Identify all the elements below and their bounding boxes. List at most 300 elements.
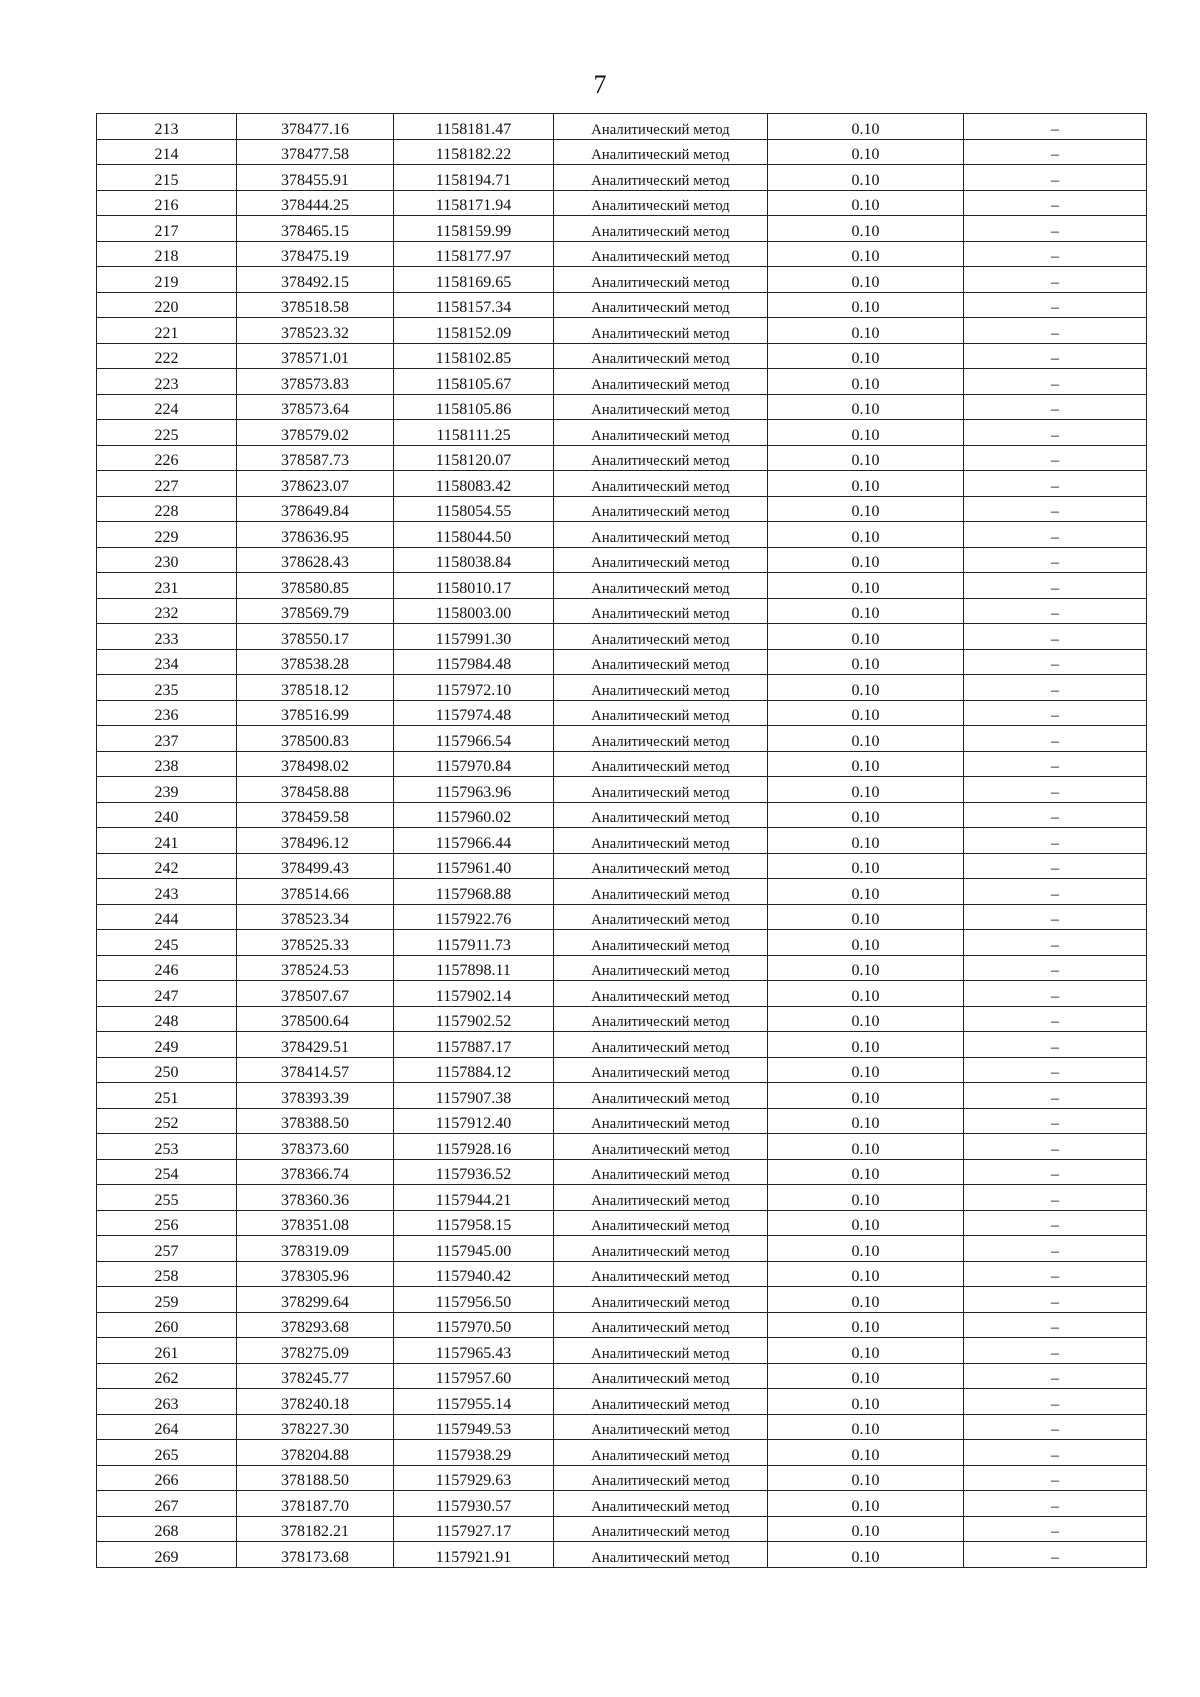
- table-row: [97, 267, 1147, 293]
- method-cell: Аналитический метод: [554, 955, 768, 981]
- x-coordinate-cell: 378516.99: [237, 700, 394, 726]
- table-row: [97, 1440, 1147, 1466]
- point-number-cell: 233: [97, 624, 237, 650]
- point-number-cell: 253: [97, 1134, 237, 1160]
- method-cell: Аналитический метод: [554, 1414, 768, 1440]
- accuracy-cell: 0.10: [768, 1440, 964, 1466]
- accuracy-cell: 0.10: [768, 1236, 964, 1262]
- y-coordinate-cell: 1157927.17: [394, 1516, 554, 1542]
- method-cell: Аналитический метод: [554, 879, 768, 905]
- point-number-cell: 242: [97, 853, 237, 879]
- method-cell: Аналитический метод: [554, 981, 768, 1007]
- method-cell: Аналитический метод: [554, 1108, 768, 1134]
- accuracy-cell: 0.10: [768, 1057, 964, 1083]
- x-coordinate-cell: 378366.74: [237, 1159, 394, 1185]
- point-number-cell: 251: [97, 1083, 237, 1109]
- note-cell: –: [964, 1389, 1147, 1415]
- note-cell: –: [964, 1312, 1147, 1338]
- accuracy-cell: 0.10: [768, 930, 964, 956]
- method-cell: Аналитический метод: [554, 114, 768, 140]
- method-cell: Аналитический метод: [554, 1287, 768, 1313]
- y-coordinate-cell: 1157974.48: [394, 700, 554, 726]
- y-coordinate-cell: 1158105.67: [394, 369, 554, 395]
- point-number-cell: 258: [97, 1261, 237, 1287]
- x-coordinate-cell: 378500.64: [237, 1006, 394, 1032]
- method-cell: Аналитический метод: [554, 369, 768, 395]
- method-cell: Аналитический метод: [554, 1542, 768, 1568]
- note-cell: –: [964, 1338, 1147, 1364]
- note-cell: –: [964, 190, 1147, 216]
- accuracy-cell: 0.10: [768, 1134, 964, 1160]
- point-number-cell: 267: [97, 1491, 237, 1517]
- point-number-cell: 218: [97, 241, 237, 267]
- x-coordinate-cell: 378299.64: [237, 1287, 394, 1313]
- accuracy-cell: 0.10: [768, 1083, 964, 1109]
- method-cell: Аналитический метод: [554, 1261, 768, 1287]
- table-row: [97, 1389, 1147, 1415]
- x-coordinate-cell: 378477.16: [237, 114, 394, 140]
- point-number-cell: 248: [97, 1006, 237, 1032]
- y-coordinate-cell: 1157955.14: [394, 1389, 554, 1415]
- note-cell: –: [964, 1287, 1147, 1313]
- note-cell: –: [964, 1108, 1147, 1134]
- x-coordinate-cell: 378388.50: [237, 1108, 394, 1134]
- method-cell: Аналитический метод: [554, 139, 768, 165]
- accuracy-cell: 0.10: [768, 241, 964, 267]
- note-cell: –: [964, 1542, 1147, 1568]
- method-cell: Аналитический метод: [554, 420, 768, 446]
- method-cell: Аналитический метод: [554, 930, 768, 956]
- point-number-cell: 213: [97, 114, 237, 140]
- note-cell: –: [964, 1414, 1147, 1440]
- accuracy-cell: 0.10: [768, 955, 964, 981]
- method-cell: Аналитический метод: [554, 318, 768, 344]
- accuracy-cell: 0.10: [768, 1542, 964, 1568]
- table-row: [97, 573, 1147, 599]
- x-coordinate-cell: 378569.79: [237, 598, 394, 624]
- method-cell: Аналитический метод: [554, 573, 768, 599]
- accuracy-cell: 0.10: [768, 853, 964, 879]
- point-number-cell: 256: [97, 1210, 237, 1236]
- point-number-cell: 215: [97, 165, 237, 191]
- x-coordinate-cell: 378628.43: [237, 547, 394, 573]
- point-number-cell: 243: [97, 879, 237, 905]
- method-cell: Аналитический метод: [554, 853, 768, 879]
- note-cell: –: [964, 879, 1147, 905]
- method-cell: Аналитический метод: [554, 216, 768, 242]
- point-number-cell: 269: [97, 1542, 237, 1568]
- method-cell: Аналитический метод: [554, 726, 768, 752]
- table-row: [97, 853, 1147, 879]
- x-coordinate-cell: 378518.12: [237, 675, 394, 701]
- point-number-cell: 264: [97, 1414, 237, 1440]
- note-cell: –: [964, 420, 1147, 446]
- x-coordinate-cell: 378492.15: [237, 267, 394, 293]
- table-row: [97, 1414, 1147, 1440]
- accuracy-cell: 0.10: [768, 675, 964, 701]
- table-row: [97, 1516, 1147, 1542]
- note-cell: –: [964, 751, 1147, 777]
- method-cell: Аналитический метод: [554, 904, 768, 930]
- table-row: [97, 1363, 1147, 1389]
- note-cell: –: [964, 1363, 1147, 1389]
- note-cell: –: [964, 114, 1147, 140]
- x-coordinate-cell: 378293.68: [237, 1312, 394, 1338]
- x-coordinate-cell: 378507.67: [237, 981, 394, 1007]
- point-number-cell: 226: [97, 445, 237, 471]
- y-coordinate-cell: 1157912.40: [394, 1108, 554, 1134]
- accuracy-cell: 0.10: [768, 1210, 964, 1236]
- accuracy-cell: 0.10: [768, 292, 964, 318]
- point-number-cell: 263: [97, 1389, 237, 1415]
- method-cell: Аналитический метод: [554, 1083, 768, 1109]
- accuracy-cell: 0.10: [768, 1414, 964, 1440]
- x-coordinate-cell: 378319.09: [237, 1236, 394, 1262]
- table-row: [97, 598, 1147, 624]
- y-coordinate-cell: 1157960.02: [394, 802, 554, 828]
- y-coordinate-cell: 1158120.07: [394, 445, 554, 471]
- y-coordinate-cell: 1158038.84: [394, 547, 554, 573]
- table-row: [97, 802, 1147, 828]
- method-cell: Аналитический метод: [554, 1032, 768, 1058]
- note-cell: –: [964, 1032, 1147, 1058]
- y-coordinate-cell: 1158157.34: [394, 292, 554, 318]
- y-coordinate-cell: 1157957.60: [394, 1363, 554, 1389]
- point-number-cell: 236: [97, 700, 237, 726]
- point-number-cell: 245: [97, 930, 237, 956]
- point-number-cell: 221: [97, 318, 237, 344]
- point-number-cell: 244: [97, 904, 237, 930]
- x-coordinate-cell: 378245.77: [237, 1363, 394, 1389]
- y-coordinate-cell: 1157970.50: [394, 1312, 554, 1338]
- note-cell: –: [964, 700, 1147, 726]
- y-coordinate-cell: 1158003.00: [394, 598, 554, 624]
- y-coordinate-cell: 1157940.42: [394, 1261, 554, 1287]
- y-coordinate-cell: 1157930.57: [394, 1491, 554, 1517]
- y-coordinate-cell: 1157968.88: [394, 879, 554, 905]
- method-cell: Аналитический метод: [554, 700, 768, 726]
- method-cell: Аналитический метод: [554, 598, 768, 624]
- note-cell: –: [964, 1491, 1147, 1517]
- note-cell: –: [964, 777, 1147, 803]
- point-number-cell: 230: [97, 547, 237, 573]
- point-number-cell: 262: [97, 1363, 237, 1389]
- x-coordinate-cell: 378465.15: [237, 216, 394, 242]
- method-cell: Аналитический метод: [554, 394, 768, 420]
- note-cell: –: [964, 496, 1147, 522]
- x-coordinate-cell: 378587.73: [237, 445, 394, 471]
- x-coordinate-cell: 378475.19: [237, 241, 394, 267]
- method-cell: Аналитический метод: [554, 496, 768, 522]
- note-cell: –: [964, 267, 1147, 293]
- accuracy-cell: 0.10: [768, 904, 964, 930]
- x-coordinate-cell: 378579.02: [237, 420, 394, 446]
- x-coordinate-cell: 378173.68: [237, 1542, 394, 1568]
- method-cell: Аналитический метод: [554, 292, 768, 318]
- x-coordinate-cell: 378182.21: [237, 1516, 394, 1542]
- accuracy-cell: 0.10: [768, 445, 964, 471]
- accuracy-cell: 0.10: [768, 777, 964, 803]
- y-coordinate-cell: 1158102.85: [394, 343, 554, 369]
- accuracy-cell: 0.10: [768, 598, 964, 624]
- method-cell: Аналитический метод: [554, 547, 768, 573]
- point-number-cell: 255: [97, 1185, 237, 1211]
- table-row: [97, 981, 1147, 1007]
- table-row: [97, 649, 1147, 675]
- accuracy-cell: 0.10: [768, 369, 964, 395]
- note-cell: –: [964, 1465, 1147, 1491]
- x-coordinate-cell: 378525.33: [237, 930, 394, 956]
- y-coordinate-cell: 1157929.63: [394, 1465, 554, 1491]
- y-coordinate-cell: 1157970.84: [394, 751, 554, 777]
- x-coordinate-cell: 378275.09: [237, 1338, 394, 1364]
- x-coordinate-cell: 378636.95: [237, 522, 394, 548]
- table-row: [97, 904, 1147, 930]
- accuracy-cell: 0.10: [768, 751, 964, 777]
- x-coordinate-cell: 378240.18: [237, 1389, 394, 1415]
- note-cell: –: [964, 726, 1147, 752]
- x-coordinate-cell: 378649.84: [237, 496, 394, 522]
- x-coordinate-cell: 378360.36: [237, 1185, 394, 1211]
- point-number-cell: 224: [97, 394, 237, 420]
- method-cell: Аналитический метод: [554, 624, 768, 650]
- x-coordinate-cell: 378227.30: [237, 1414, 394, 1440]
- accuracy-cell: 0.10: [768, 1516, 964, 1542]
- method-cell: Аналитический метод: [554, 1185, 768, 1211]
- accuracy-cell: 0.10: [768, 828, 964, 854]
- accuracy-cell: 0.10: [768, 879, 964, 905]
- note-cell: –: [964, 904, 1147, 930]
- note-cell: –: [964, 1516, 1147, 1542]
- point-number-cell: 241: [97, 828, 237, 854]
- y-coordinate-cell: 1158010.17: [394, 573, 554, 599]
- method-cell: Аналитический метод: [554, 1465, 768, 1491]
- accuracy-cell: 0.10: [768, 343, 964, 369]
- accuracy-cell: 0.10: [768, 1363, 964, 1389]
- point-number-cell: 237: [97, 726, 237, 752]
- table-row: [97, 1185, 1147, 1211]
- table-row: [97, 1338, 1147, 1364]
- note-cell: –: [964, 471, 1147, 497]
- x-coordinate-cell: 378580.85: [237, 573, 394, 599]
- method-cell: Аналитический метод: [554, 522, 768, 548]
- coordinates-table-body: [97, 114, 1147, 1568]
- table-row: [97, 1236, 1147, 1262]
- method-cell: Аналитический метод: [554, 649, 768, 675]
- point-number-cell: 232: [97, 598, 237, 624]
- x-coordinate-cell: 378351.08: [237, 1210, 394, 1236]
- table-row: [97, 420, 1147, 446]
- y-coordinate-cell: 1157898.11: [394, 955, 554, 981]
- table-row: [97, 445, 1147, 471]
- note-cell: –: [964, 139, 1147, 165]
- x-coordinate-cell: 378477.58: [237, 139, 394, 165]
- note-cell: –: [964, 981, 1147, 1007]
- y-coordinate-cell: 1158152.09: [394, 318, 554, 344]
- note-cell: –: [964, 1236, 1147, 1262]
- y-coordinate-cell: 1157902.14: [394, 981, 554, 1007]
- note-cell: –: [964, 828, 1147, 854]
- note-cell: –: [964, 1057, 1147, 1083]
- accuracy-cell: 0.10: [768, 522, 964, 548]
- y-coordinate-cell: 1157938.29: [394, 1440, 554, 1466]
- method-cell: Аналитический метод: [554, 1440, 768, 1466]
- y-coordinate-cell: 1157958.15: [394, 1210, 554, 1236]
- point-number-cell: 231: [97, 573, 237, 599]
- y-coordinate-cell: 1157966.44: [394, 828, 554, 854]
- note-cell: –: [964, 573, 1147, 599]
- method-cell: Аналитический метод: [554, 1516, 768, 1542]
- method-cell: Аналитический метод: [554, 802, 768, 828]
- method-cell: Аналитический метод: [554, 751, 768, 777]
- table-row: [97, 522, 1147, 548]
- x-coordinate-cell: 378459.58: [237, 802, 394, 828]
- y-coordinate-cell: 1157965.43: [394, 1338, 554, 1364]
- x-coordinate-cell: 378498.02: [237, 751, 394, 777]
- y-coordinate-cell: 1157928.16: [394, 1134, 554, 1160]
- point-number-cell: 240: [97, 802, 237, 828]
- note-cell: –: [964, 343, 1147, 369]
- x-coordinate-cell: 378373.60: [237, 1134, 394, 1160]
- method-cell: Аналитический метод: [554, 1363, 768, 1389]
- point-number-cell: 246: [97, 955, 237, 981]
- x-coordinate-cell: 378524.53: [237, 955, 394, 981]
- coordinates-table: [96, 113, 1147, 1568]
- method-cell: Аналитический метод: [554, 445, 768, 471]
- note-cell: –: [964, 394, 1147, 420]
- method-cell: Аналитический метод: [554, 471, 768, 497]
- x-coordinate-cell: 378514.66: [237, 879, 394, 905]
- y-coordinate-cell: 1158171.94: [394, 190, 554, 216]
- x-coordinate-cell: 378550.17: [237, 624, 394, 650]
- y-coordinate-cell: 1157945.00: [394, 1236, 554, 1262]
- y-coordinate-cell: 1158044.50: [394, 522, 554, 548]
- point-number-cell: 257: [97, 1236, 237, 1262]
- point-number-cell: 254: [97, 1159, 237, 1185]
- table-row: [97, 1032, 1147, 1058]
- note-cell: –: [964, 1210, 1147, 1236]
- accuracy-cell: 0.10: [768, 1287, 964, 1313]
- table-row: [97, 624, 1147, 650]
- point-number-cell: 219: [97, 267, 237, 293]
- point-number-cell: 222: [97, 343, 237, 369]
- table-row: [97, 165, 1147, 191]
- point-number-cell: 250: [97, 1057, 237, 1083]
- x-coordinate-cell: 378538.28: [237, 649, 394, 675]
- table-row: [97, 1083, 1147, 1109]
- table-row: [97, 394, 1147, 420]
- method-cell: Аналитический метод: [554, 1159, 768, 1185]
- table-row: [97, 241, 1147, 267]
- note-cell: –: [964, 624, 1147, 650]
- accuracy-cell: 0.10: [768, 1006, 964, 1032]
- note-cell: –: [964, 318, 1147, 344]
- table-row: [97, 930, 1147, 956]
- note-cell: –: [964, 955, 1147, 981]
- accuracy-cell: 0.10: [768, 1261, 964, 1287]
- note-cell: –: [964, 1440, 1147, 1466]
- note-cell: –: [964, 241, 1147, 267]
- y-coordinate-cell: 1158181.47: [394, 114, 554, 140]
- table-row: [97, 1312, 1147, 1338]
- accuracy-cell: 0.10: [768, 267, 964, 293]
- table-row: [97, 1006, 1147, 1032]
- table-row: [97, 1542, 1147, 1568]
- y-coordinate-cell: 1157911.73: [394, 930, 554, 956]
- x-coordinate-cell: 378523.32: [237, 318, 394, 344]
- table-row: [97, 139, 1147, 165]
- x-coordinate-cell: 378523.34: [237, 904, 394, 930]
- accuracy-cell: 0.10: [768, 420, 964, 446]
- note-cell: –: [964, 1261, 1147, 1287]
- y-coordinate-cell: 1157922.76: [394, 904, 554, 930]
- table-row: [97, 955, 1147, 981]
- table-row: [97, 547, 1147, 573]
- accuracy-cell: 0.10: [768, 1108, 964, 1134]
- note-cell: –: [964, 598, 1147, 624]
- point-number-cell: 214: [97, 139, 237, 165]
- accuracy-cell: 0.10: [768, 165, 964, 191]
- accuracy-cell: 0.10: [768, 496, 964, 522]
- accuracy-cell: 0.10: [768, 1389, 964, 1415]
- point-number-cell: 220: [97, 292, 237, 318]
- method-cell: Аналитический метод: [554, 1057, 768, 1083]
- note-cell: –: [964, 1134, 1147, 1160]
- y-coordinate-cell: 1157936.52: [394, 1159, 554, 1185]
- point-number-cell: 235: [97, 675, 237, 701]
- x-coordinate-cell: 378496.12: [237, 828, 394, 854]
- accuracy-cell: 0.10: [768, 802, 964, 828]
- y-coordinate-cell: 1157956.50: [394, 1287, 554, 1313]
- accuracy-cell: 0.10: [768, 139, 964, 165]
- x-coordinate-cell: 378204.88: [237, 1440, 394, 1466]
- table-row: [97, 879, 1147, 905]
- accuracy-cell: 0.10: [768, 649, 964, 675]
- page-number: 7: [593, 70, 607, 99]
- table-row: [97, 1261, 1147, 1287]
- x-coordinate-cell: 378188.50: [237, 1465, 394, 1491]
- y-coordinate-cell: 1157961.40: [394, 853, 554, 879]
- accuracy-cell: 0.10: [768, 1312, 964, 1338]
- point-number-cell: 239: [97, 777, 237, 803]
- x-coordinate-cell: 378571.01: [237, 343, 394, 369]
- note-cell: –: [964, 292, 1147, 318]
- note-cell: –: [964, 445, 1147, 471]
- y-coordinate-cell: 1157884.12: [394, 1057, 554, 1083]
- point-number-cell: 223: [97, 369, 237, 395]
- table-row: [97, 1108, 1147, 1134]
- point-number-cell: 229: [97, 522, 237, 548]
- note-cell: –: [964, 802, 1147, 828]
- accuracy-cell: 0.10: [768, 700, 964, 726]
- table-row: [97, 828, 1147, 854]
- table-row: [97, 318, 1147, 344]
- y-coordinate-cell: 1158194.71: [394, 165, 554, 191]
- x-coordinate-cell: 378500.83: [237, 726, 394, 752]
- note-cell: –: [964, 522, 1147, 548]
- table-row: [97, 751, 1147, 777]
- table-row: [97, 1057, 1147, 1083]
- table-row: [97, 343, 1147, 369]
- x-coordinate-cell: 378518.58: [237, 292, 394, 318]
- accuracy-cell: 0.10: [768, 1159, 964, 1185]
- y-coordinate-cell: 1157972.10: [394, 675, 554, 701]
- x-coordinate-cell: 378573.64: [237, 394, 394, 420]
- x-coordinate-cell: 378623.07: [237, 471, 394, 497]
- method-cell: Аналитический метод: [554, 241, 768, 267]
- method-cell: Аналитический метод: [554, 1134, 768, 1160]
- point-number-cell: 266: [97, 1465, 237, 1491]
